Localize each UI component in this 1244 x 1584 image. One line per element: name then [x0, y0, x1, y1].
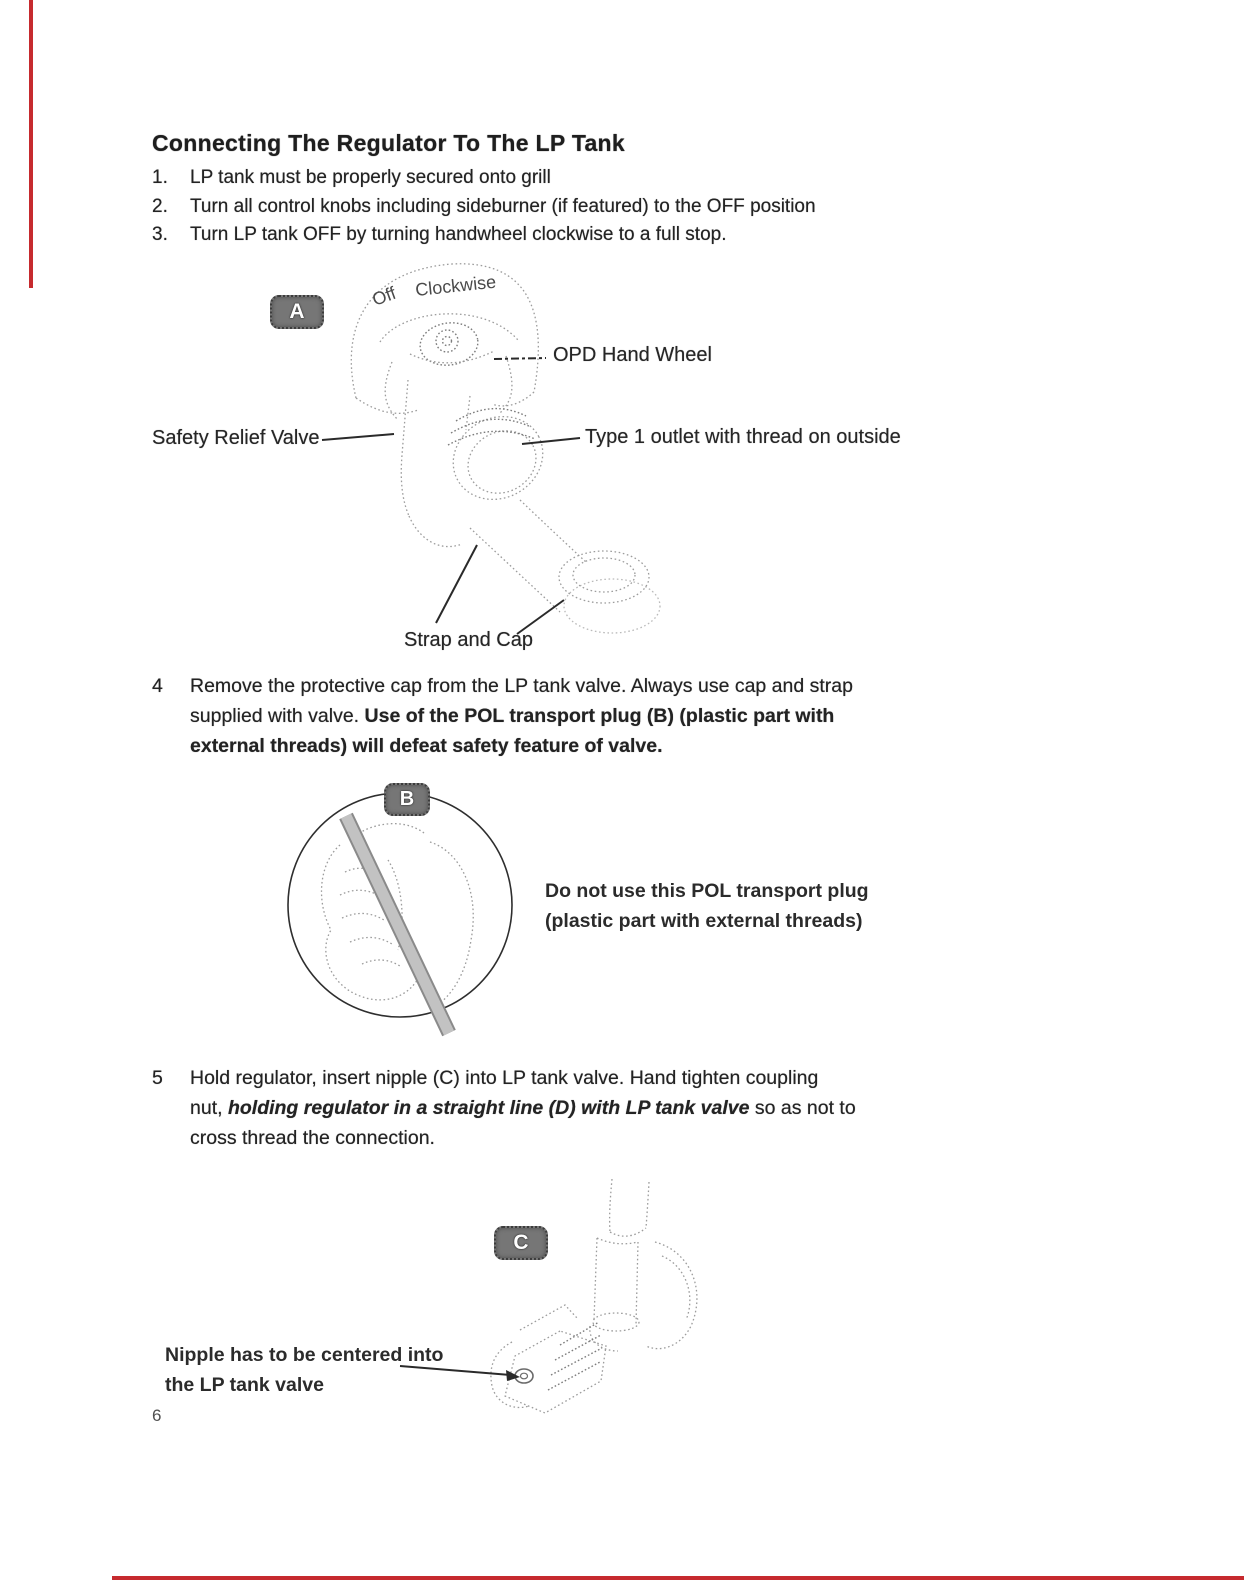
valve-body-bottom: [409, 516, 462, 547]
cap-lower-ellipse: [564, 579, 660, 633]
badge-b-letter: B: [399, 788, 415, 810]
label-opd-hand-wheel: OPD Hand Wheel: [553, 344, 712, 366]
step5-line2-post: so as not to: [749, 1097, 856, 1119]
diagram-a-valve-sketch: [130, 258, 910, 668]
valve-cyl-bottom: [593, 1313, 639, 1331]
guard-ring-inner: [662, 1256, 690, 1320]
caption-line-1: Nipple has to be centered into: [165, 1344, 444, 1366]
step-text: LP tank must be properly secured onto grill: [190, 167, 551, 188]
cap-outer-ellipse: [559, 551, 649, 603]
handwheel-brim-right: [492, 392, 534, 406]
safety-pointer-line: [322, 434, 394, 440]
tube-right: [646, 1182, 649, 1228]
prohibition-band: [346, 816, 449, 1033]
step-text: Turn all control knobs including sideburner (if featured) to the OFF position: [190, 196, 816, 217]
handwheel-hub-center: [443, 337, 452, 346]
outlet-thread-3: [448, 431, 535, 445]
step-number: 1.: [152, 167, 168, 188]
step5-line3: cross thread the connection.: [190, 1127, 435, 1149]
handwheel-brim-left: [356, 398, 418, 413]
valve-cyl-top: [597, 1238, 638, 1244]
step-number: 4: [152, 675, 163, 697]
guard-ring: [646, 1242, 697, 1349]
outlet-outer-ellipse: [439, 401, 558, 515]
handwheel-shroud-right: [500, 356, 512, 413]
badge-c-letter: C: [513, 1231, 529, 1254]
handwheel-shroud-left: [385, 362, 398, 420]
step-number: 5: [152, 1067, 163, 1089]
outlet-inner-ellipse: [457, 419, 547, 505]
plug-hatch-4: [350, 937, 392, 944]
outlet-thread-2: [451, 419, 531, 433]
scan-artifact-left-red-line: [29, 0, 33, 288]
step-number: 3.: [152, 224, 168, 245]
valve-cyl-left: [594, 1238, 597, 1320]
type1-pointer-line: [522, 438, 580, 444]
step5-line2: [190, 1093, 910, 1123]
badge-a: [270, 295, 324, 329]
plug-wing-sketch: [430, 842, 473, 1006]
plug-hatch-3: [342, 913, 384, 920]
label-strap-and-cap: Strap and Cap: [404, 629, 533, 651]
handwheel-spoke-curve: [410, 351, 494, 363]
caption-line-2: the LP tank valve: [165, 1374, 324, 1396]
step5-line2-italic: holding regulator in a straight line (D) with LP tank valve: [227, 1097, 750, 1119]
step-item-3: [152, 224, 727, 246]
coupling-thread-4: [548, 1362, 600, 1390]
caption-nipple-centered: [165, 1340, 443, 1400]
scan-artifact-bottom-red-line: [112, 1576, 1244, 1580]
label-safety-relief-valve: Safety Relief Valve: [152, 427, 320, 449]
wheel-clockwise-text: Clockwise: [414, 271, 498, 300]
strap-curve-sketch: [520, 500, 586, 562]
badge-c: [494, 1226, 548, 1260]
step4-line2-normal: supplied with valve.: [190, 705, 365, 727]
valve-stem-left: [401, 380, 409, 516]
label-type1-outlet: Type 1 outlet with thread on outside: [585, 426, 901, 448]
handwheel-hub-outer: [417, 319, 480, 369]
regulator-top-block: [520, 1305, 577, 1330]
coupling-thread-3: [551, 1348, 602, 1375]
step-number: 2.: [152, 196, 168, 217]
step-item-5: [152, 1063, 910, 1153]
caption-line-1: Do not use this POL transport plug: [545, 880, 869, 902]
cap-inner-ellipse: [573, 558, 635, 592]
strap-line-sketch: [470, 528, 560, 612]
step4-line2: [190, 701, 910, 731]
step-item-4: [152, 671, 910, 761]
step4-line3: external threads) will defeat safety feature of valve.: [190, 735, 663, 757]
step5-line2-pre: nut,: [190, 1097, 228, 1119]
caption-line-2: (plastic part with external threads): [545, 910, 863, 932]
step-text: Turn LP tank OFF by turning handwheel clockwise to a full stop.: [190, 224, 727, 245]
badge-a-letter: A: [289, 300, 305, 323]
prohibition-circle: [288, 793, 512, 1017]
page-title: Connecting The Regulator To The LP Tank: [152, 130, 625, 156]
step-item-1: [152, 167, 551, 189]
step-item-2: [152, 196, 816, 218]
plug-hatch-5: [362, 960, 400, 966]
caption-do-not-use-plug: [545, 876, 869, 936]
strap-pointer-line-1: [436, 545, 477, 623]
handwheel-inner-curve: [380, 314, 518, 342]
tube-bottom: [610, 1228, 646, 1236]
badge-b: [384, 783, 430, 816]
step5-line1: Hold regulator, insert nipple (C) into LP tank valve. Hand tighten coupling: [190, 1067, 819, 1089]
page-number: 6: [152, 1406, 162, 1425]
valve-cyl-right: [636, 1242, 638, 1325]
step4-line2-bold: Use of the POL transport plug (B) (plastic part with: [364, 705, 835, 727]
wheel-off-text: Off: [369, 282, 399, 310]
coupling-thread-2: [555, 1335, 601, 1360]
handwheel-hub-inner: [436, 330, 458, 352]
nipple-center: [521, 1373, 528, 1379]
tube-left: [610, 1179, 612, 1232]
step4-line1: Remove the protective cap from the LP tank valve. Always use cap and strap: [190, 675, 853, 697]
